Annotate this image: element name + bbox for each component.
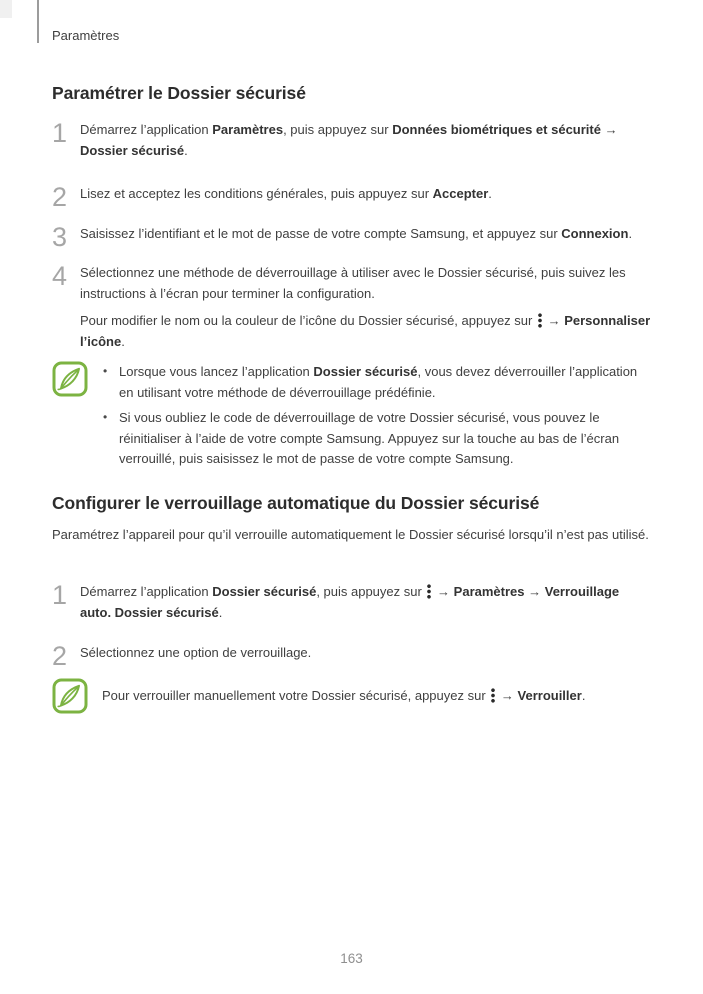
chapter-header: Paramètres [52, 28, 120, 43]
page-corner-tab [0, 0, 12, 18]
step-number: 1 [52, 580, 68, 610]
note-bullet-list [102, 362, 653, 470]
step-text: Saisissez l’identifiant et le mot de passe de votre compte Samsung, et appuyez sur Connexion. [80, 226, 633, 241]
section-title: Configurer le verrouillage automatique du Dossier sécurisé [52, 493, 540, 513]
section-intro: Paramétrez l’appareil pour qu’il verrouille automatiquement le Dossier sécurisé lorsqu’il n’est pas utilisé. [52, 527, 649, 542]
step-text: Démarrez l’application Paramètres, puis appuyez sur Données biométriques et sécurité → Dossier sécurisé. [80, 122, 618, 158]
step [52, 184, 653, 210]
step-number: 2 [52, 641, 68, 671]
note-block [52, 361, 653, 475]
note-pen-icon [52, 678, 88, 714]
step [52, 263, 653, 304]
step-text: Démarrez l’application Dossier sécurisé, puis appuyez sur → Paramètres → Verrouillage auto. Dossier sécurisé. [80, 584, 620, 620]
step-number: 3 [52, 222, 68, 252]
step-number: 2 [52, 182, 68, 212]
step-continuation-paragraph: Pour modifier le nom ou la couleur de l’icône du Dossier sécurisé, appuyez sur → Personnaliser l’icône. [80, 313, 651, 349]
step-number: 1 [52, 118, 68, 148]
step [52, 582, 653, 623]
note-bullet-item: • Lorsque vous lancez l’application Dossier sécurisé, vous devez déverrouiller l’application en utilisant votre méthode de déverrouillage prédéfinie. [102, 362, 653, 403]
section-title: Paramétrer le Dossier sécurisé [52, 83, 306, 103]
note-text: Pour verrouiller manuellement votre Dossier sécurisé, appuyez sur → Verrouiller. [102, 687, 586, 703]
step-number: 4 [52, 261, 68, 291]
more-options-icon [491, 688, 495, 703]
note-pen-icon [52, 361, 88, 397]
note-block [52, 678, 653, 714]
step-text: Lisez et acceptez les conditions générales, puis appuyez sur Accepter. [80, 186, 492, 201]
note-bullet-item: • Si vous oubliez le code de déverrouillage de votre Dossier sécurisé, vous pouvez le réinitialiser à l’aide de votre compte Samsung. Appuyez sur la touche au bas de l’écran verrouillé, puis saisissez le mot de passe de votre compte Samsung. [102, 408, 653, 470]
page-number: 163 [340, 951, 363, 966]
step [52, 120, 653, 161]
header-divider [37, 0, 39, 43]
more-options-icon [427, 584, 431, 599]
step [52, 643, 653, 669]
more-options-icon [538, 313, 542, 328]
step-text: Sélectionnez une méthode de déverrouillage à utiliser avec le Dossier sécurisé, puis suivez les instructions à l’écran pour terminer la configuration. [80, 265, 626, 301]
step [52, 224, 653, 250]
step-text: Sélectionnez une option de verrouillage. [80, 645, 312, 660]
